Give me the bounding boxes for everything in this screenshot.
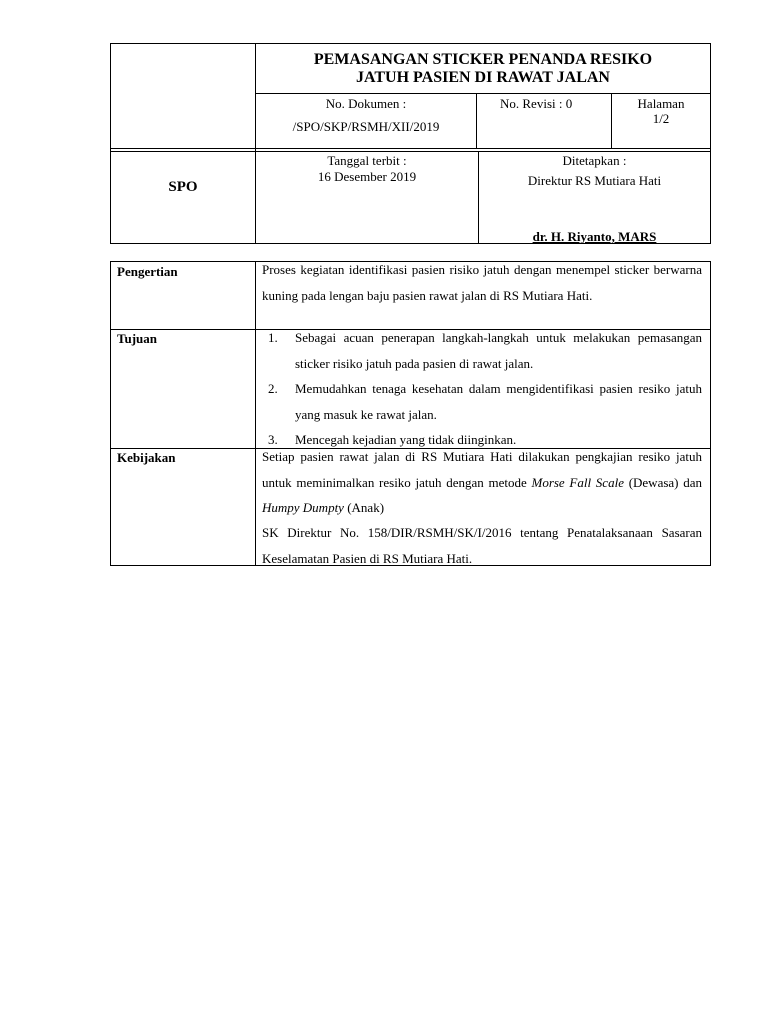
kebijakan-text-b: (Dewasa) dan xyxy=(623,474,702,490)
kebijakan-label: Kebijakan xyxy=(117,450,176,465)
kebijakan-paragraph-2: SK Direktur No. 158/DIR/RSMH/SK/I/2016 tentang Penatalaksanaan Sasaran Keselamatan Pasien di RS Mutiara Hati. xyxy=(262,525,702,566)
ditetapkan-label: Ditetapkan : xyxy=(562,153,627,168)
list-item-text: Mencegah kejadian yang tidak diinginkan. xyxy=(295,432,517,447)
kebijakan-text-c: (Anak) xyxy=(343,500,385,515)
no-dokumen-value: /SPO/SKP/RSMH/XII/2019 xyxy=(292,119,440,134)
tujuan-label: Tujuan xyxy=(117,331,157,346)
kebijakan-text-a: Setiap pasien rawat jalan di RS Mutiara Hati dilakukan pengkajian resiko jatuh untuk meminimalkan resiko jatuh dengan metode xyxy=(262,449,702,490)
halaman-label: Halaman xyxy=(637,96,685,111)
no-dokumen-label: No. Dokumen : xyxy=(325,96,407,111)
pengertian-text: Proses kegiatan identifikasi pasien risiko jatuh dengan menempel sticker berwarna kuning pada lengan baju pasien rawat jalan di RS Mutiara Hati. xyxy=(262,262,702,303)
list-item xyxy=(262,325,702,376)
halaman-value: 1/2 xyxy=(652,111,670,126)
list-item-text: Memudahkan tenaga kesehatan dalam mengidentifikasi pasien resiko jatuh yang masuk ke rawat jalan. xyxy=(295,381,702,422)
list-item-number: 1. xyxy=(268,330,278,345)
tujuan-list xyxy=(262,325,702,453)
spo-label: SPO xyxy=(168,179,198,195)
ditetapkan-by: Direktur RS Mutiara Hati xyxy=(527,173,662,188)
list-item xyxy=(262,376,702,427)
no-revisi: No. Revisi : 0 xyxy=(500,96,573,111)
document-title-line1: PEMASANGAN STICKER PENANDA RESIKO xyxy=(313,51,653,68)
tanggal-terbit-value: 16 Desember 2019 xyxy=(317,169,417,184)
list-item-number: 2. xyxy=(268,381,278,396)
list-item-text: Sebagai acuan penerapan langkah-langkah untuk melakukan pemasangan sticker risiko jatuh pada pasien di rawat jalan. xyxy=(295,330,702,371)
logo-cell xyxy=(111,44,255,148)
kebijakan-paragraph-1 xyxy=(262,444,702,521)
kebijakan-method-1: Morse Fall Scale xyxy=(531,474,624,490)
signatory-name: dr. H. Riyanto, MARS xyxy=(532,229,657,244)
document-title-line2: JATUH PASIEN DI RAWAT JALAN xyxy=(356,69,610,86)
list-item-number: 3. xyxy=(268,432,278,447)
kebijakan-method-2: Humpy Dumpty xyxy=(262,500,344,515)
pengertian-label: Pengertian xyxy=(117,264,178,279)
tanggal-terbit-label: Tanggal terbit : xyxy=(327,153,407,168)
